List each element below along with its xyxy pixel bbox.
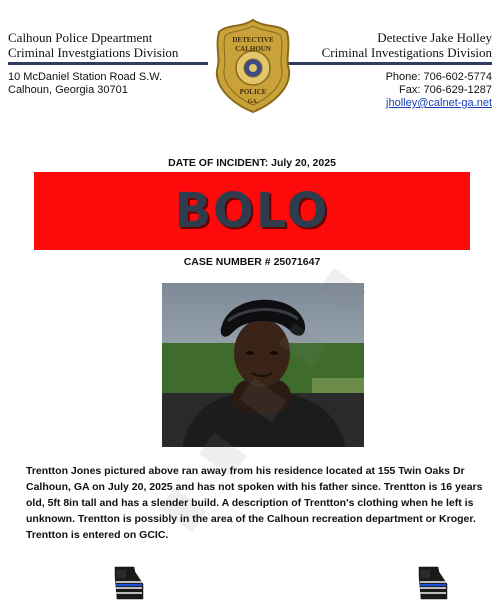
- case-number: CASE NUMBER # 25071647: [183, 256, 321, 268]
- incident-date: DATE OF INCIDENT: July 20, 2025: [168, 157, 336, 169]
- header-rule-right: [282, 62, 492, 65]
- badge-top-text: DETECTIVE: [232, 36, 274, 44]
- badge-city-text: CALHOUN: [235, 45, 271, 53]
- department-name: Calhoun Police Dpeartment: [8, 30, 153, 45]
- police-badge-icon: [213, 18, 293, 114]
- division-name-right: Criminal Investigations Division: [321, 45, 492, 60]
- case-description: Trentton Jones pictured above ran away from his residence located at 155 Twin Oaks Dr Calhoun, GA on July 20, 2025 and has not spoken with his father since. Trentton is 16 years old, 5ft 8in tall and has a slender build. A description of Trentton's clothing when he left is unknown. Trentton is possibly in the area of the Calhoun recreation department or Kroger. Trentton is entered on GCIC.: [26, 465, 483, 541]
- header-rule-left: [8, 62, 208, 65]
- fax-number: Fax: 706-629-1287: [399, 84, 492, 96]
- georgia-thin-blue-line-flag-icon: [112, 566, 146, 600]
- georgia-thin-blue-line-flag-icon: [416, 566, 450, 600]
- address-line-2: Calhoun, Georgia 30701: [8, 84, 128, 96]
- address-line-1: 10 McDaniel Station Road S.W.: [8, 71, 163, 83]
- badge-state-text: GA.: [247, 99, 259, 105]
- detective-name: Detective Jake Holley: [377, 30, 492, 45]
- header-left: [8, 30, 208, 97]
- badge-bottom-text: POLICE: [239, 88, 267, 96]
- bolo-title: BOLO: [174, 183, 330, 239]
- header-right: [282, 30, 492, 110]
- phone-number: Phone: 706-602-5774: [385, 71, 492, 83]
- subject-photo: [162, 283, 364, 447]
- email-link[interactable]: jholley@calnet-ga.net: [386, 97, 492, 109]
- division-name-left: Criminal Investgiations Division: [8, 45, 179, 60]
- bolo-banner: [34, 172, 470, 250]
